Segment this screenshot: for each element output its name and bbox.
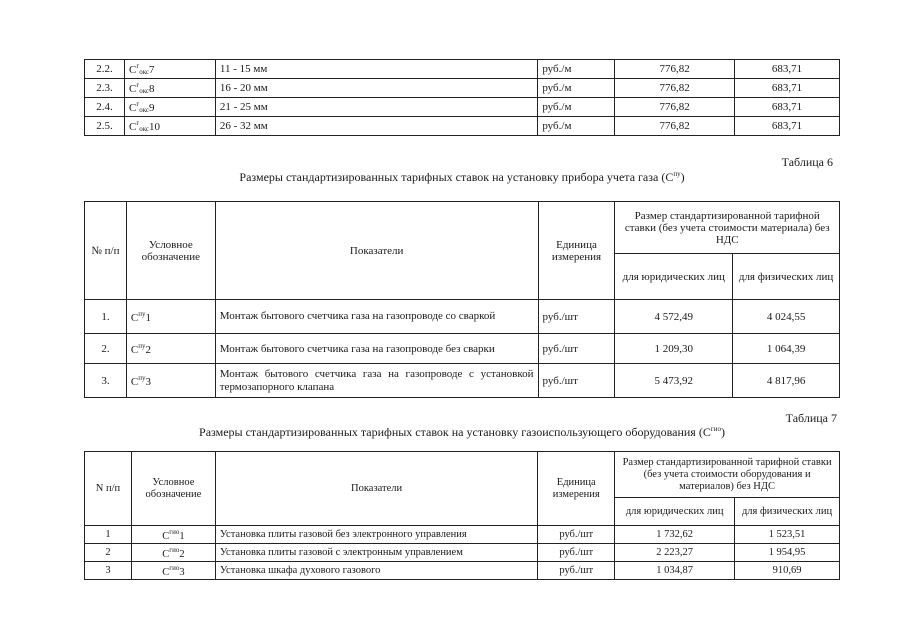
- table-row: [85, 562, 840, 580]
- physical-rate-cell: 683,71: [735, 79, 840, 98]
- header-rate-size: Размер стандартизированной тарифной ставки (без учета стоимости оборудования и материалов) без НДС: [615, 452, 840, 498]
- code-cell: $C^г_{окс}7$: [124, 60, 215, 79]
- table-6: [84, 201, 840, 398]
- code-cell: $C^{пу}2$: [126, 334, 215, 364]
- table-7-label: Таблица 7: [785, 411, 837, 425]
- row-number: 2.2.: [85, 60, 125, 79]
- indicator-cell: 26 - 32 мм: [215, 117, 537, 136]
- indicator-cell: Монтаж бытового счетчика газа на газопроводе без сварки: [215, 334, 538, 364]
- header-unit: Единица измерения: [538, 452, 615, 526]
- legal-rate-cell: 2 223,27: [615, 544, 735, 562]
- header-indicator: Показатели: [215, 452, 537, 526]
- legal-rate-cell: 1 034,87: [615, 562, 735, 580]
- code-cell: $C^г_{окс}10$: [124, 117, 215, 136]
- code-cell: $C^{пу}3$: [126, 364, 215, 398]
- row-number: 2.5.: [85, 117, 125, 136]
- table-row: [85, 364, 840, 398]
- table-row: [85, 334, 840, 364]
- header-legal: для юридических лиц: [615, 254, 733, 300]
- physical-rate-cell: 683,71: [735, 60, 840, 79]
- legal-rate-cell: 776,82: [615, 98, 735, 117]
- unit-cell: руб./м: [538, 60, 615, 79]
- physical-rate-cell: 910,69: [735, 562, 840, 580]
- table-row: [85, 526, 840, 544]
- unit-cell: руб./шт: [538, 526, 615, 544]
- unit-cell: руб./шт: [538, 300, 615, 334]
- legal-rate-cell: 776,82: [615, 117, 735, 136]
- unit-cell: руб./м: [538, 117, 615, 136]
- unit-cell: руб./шт: [538, 334, 615, 364]
- table-row: [85, 60, 840, 79]
- indicator-cell: Установка шкафа духового газового: [215, 562, 537, 580]
- table-row: [85, 300, 840, 334]
- legal-rate-cell: 1 209,30: [615, 334, 733, 364]
- header-indicator: Показатели: [215, 202, 538, 300]
- table-row: [85, 79, 840, 98]
- row-number: 2.3.: [85, 79, 125, 98]
- legal-rate-cell: 5 473,92: [615, 364, 733, 398]
- unit-cell: руб./м: [538, 79, 615, 98]
- physical-rate-cell: 4 024,55: [733, 300, 840, 334]
- code-cell: $C^{гио}2$: [131, 544, 215, 562]
- row-number: 2: [85, 544, 132, 562]
- code-cell: $C^{пу}1$: [126, 300, 215, 334]
- indicator-cell: 11 - 15 мм: [215, 60, 537, 79]
- row-number: 3.: [85, 364, 127, 398]
- unit-cell: руб./шт: [538, 562, 615, 580]
- indicator-cell: 16 - 20 мм: [215, 79, 537, 98]
- indicator-cell: 21 - 25 мм: [215, 98, 537, 117]
- table-row: [85, 98, 840, 117]
- header-code: Условное обозначение: [126, 202, 215, 300]
- physical-rate-cell: 683,71: [735, 117, 840, 136]
- code-cell: $C^{гио}1$: [131, 526, 215, 544]
- row-number: 3: [85, 562, 132, 580]
- header-num: N п/п: [85, 452, 132, 526]
- code-cell: $C^г_{окс}8$: [124, 79, 215, 98]
- table-row: [85, 117, 840, 136]
- row-number: 1.: [85, 300, 127, 334]
- indicator-cell: Установка плиты газовой с электронным управлением: [215, 544, 537, 562]
- header-legal: для юридических лиц: [615, 498, 735, 526]
- header-num: № п/п: [85, 202, 127, 300]
- header-rate-size: Размер стандартизированной тарифной ставки (без учета стоимости материала) без НДС: [615, 202, 840, 254]
- indicator-cell: Монтаж бытового счетчика газа на газопроводе с установкой термозапорного клапана: [215, 364, 538, 398]
- table-5-continuation: [84, 59, 840, 136]
- unit-cell: руб./шт: [538, 544, 615, 562]
- code-cell: $C^г_{окс}9$: [124, 98, 215, 117]
- physical-rate-cell: 1 523,51: [735, 526, 840, 544]
- unit-cell: руб./шт: [538, 364, 615, 398]
- physical-rate-cell: 683,71: [735, 98, 840, 117]
- table-6-title: Размеры стандартизированных тарифных ставок на установку прибора учета газа $(C^{пу})$: [239, 170, 685, 184]
- row-number: 2.4.: [85, 98, 125, 117]
- physical-rate-cell: 1 064,39: [733, 334, 840, 364]
- legal-rate-cell: 1 732,62: [615, 526, 735, 544]
- table-7-title: Размеры стандартизированных тарифных ставок на установку газоиспользующего оборудования $(C^{гио})$: [199, 425, 725, 439]
- header-unit: Единица измерения: [538, 202, 615, 300]
- legal-rate-cell: 776,82: [615, 79, 735, 98]
- indicator-cell: Монтаж бытового счетчика газа на газопроводе со сваркой: [215, 300, 538, 334]
- unit-cell: руб./м: [538, 98, 615, 117]
- table-6-label: Таблица 6: [781, 155, 833, 169]
- table-7: [84, 451, 840, 580]
- legal-rate-cell: 776,82: [615, 60, 735, 79]
- row-number: 2.: [85, 334, 127, 364]
- code-cell: $C^{гио}3$: [131, 562, 215, 580]
- table-row: [85, 544, 840, 562]
- physical-rate-cell: 4 817,96: [733, 364, 840, 398]
- row-number: 1: [85, 526, 132, 544]
- header-code: Условное обозначение: [131, 452, 215, 526]
- physical-rate-cell: 1 954,95: [735, 544, 840, 562]
- header-physical: для физических лиц: [733, 254, 840, 300]
- legal-rate-cell: 4 572,49: [615, 300, 733, 334]
- indicator-cell: Установка плиты газовой без электронного управления: [215, 526, 537, 544]
- header-physical: для физических лиц: [735, 498, 840, 526]
